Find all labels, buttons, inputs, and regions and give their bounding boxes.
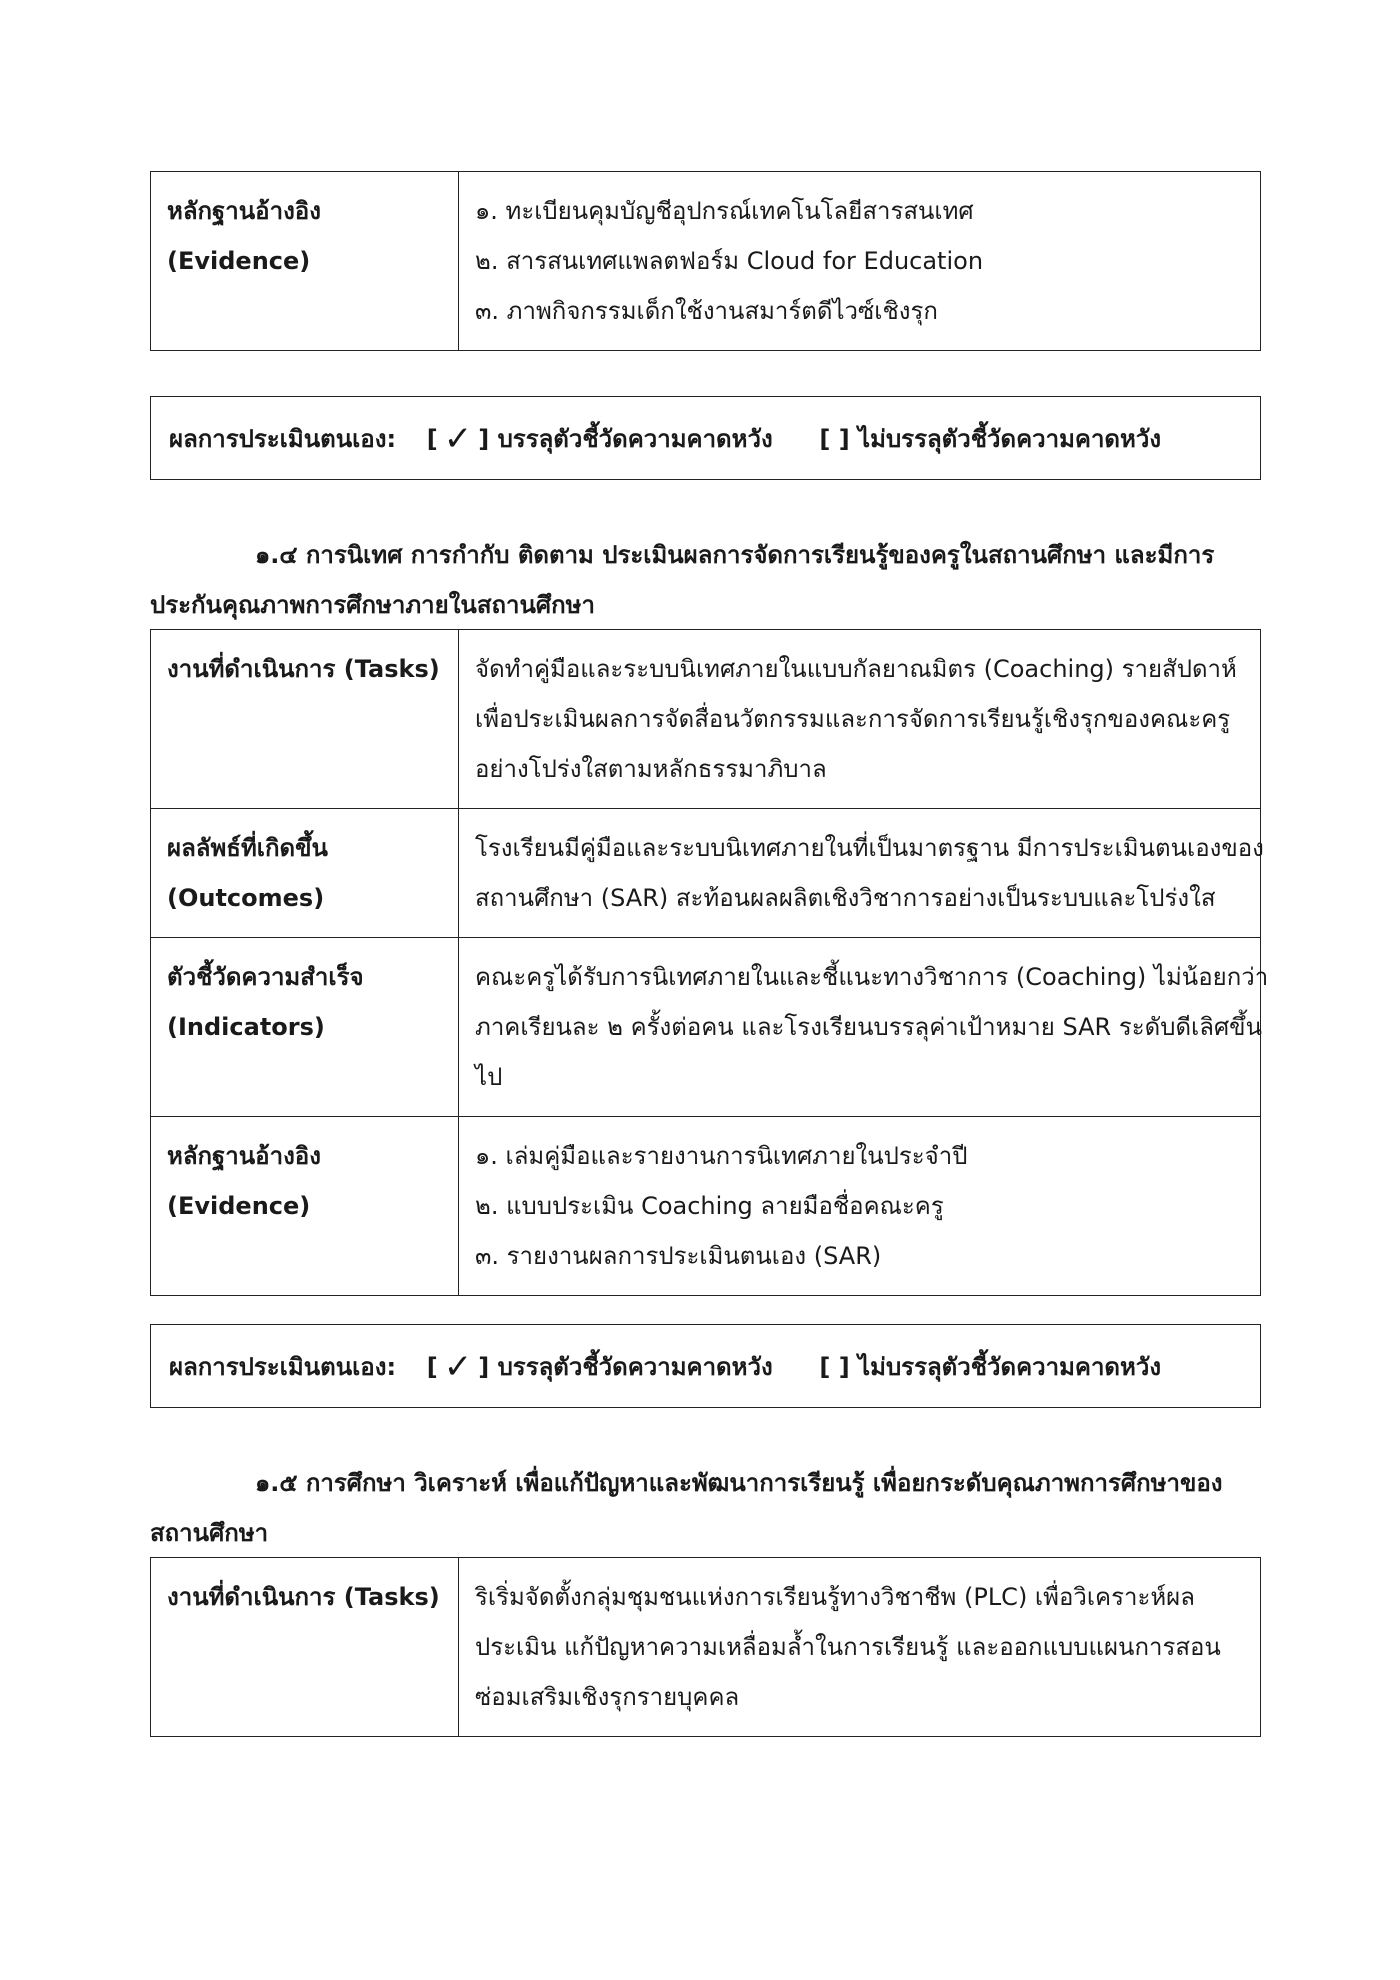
table-row	[151, 1558, 1261, 1737]
row-content	[459, 1117, 1261, 1296]
list-item: ๒. สารสนเทศแพลตฟอร์ม Cloud for Education	[475, 247, 984, 275]
heading-line: ประกันคุณภาพการศึกษาภายในสถานศึกษา	[150, 591, 595, 619]
row-content	[459, 1558, 1261, 1737]
label-english: (Outcomes)	[167, 884, 325, 912]
bracket-open: [	[426, 425, 438, 453]
heading-line: ๑.๕ การศึกษา วิเคราะห์ เพื่อแก้ปัญหาและพัฒนาการเรียนรู้ เพื่อยกระดับคุณภาพการศึกษาของ	[255, 1469, 1223, 1497]
section-table-15	[150, 1557, 1261, 1737]
table-row	[151, 938, 1261, 1117]
row-label	[151, 1558, 459, 1737]
text-line: ซ่อมเสริมเชิงรุกรายบุคคล	[475, 1683, 740, 1711]
label-english: (Indicators)	[167, 1013, 325, 1041]
label-thai: ผลลัพธ์ที่เกิดขึ้น	[167, 834, 328, 862]
row-label	[151, 1117, 459, 1296]
not-met-option-label: ไม่บรรลุตัวชี้วัดความคาดหวัง	[858, 1353, 1162, 1381]
table-row	[151, 809, 1261, 938]
not-met-option-label: ไม่บรรลุตัวชี้วัดความคาดหวัง	[858, 425, 1162, 453]
section-table-14	[150, 629, 1269, 1296]
text-line: ภาคเรียนละ ๒ ครั้งต่อคน และโรงเรียนบรรลุค่าเป้าหมาย SAR ระดับดีเลิศขึ้น	[475, 1013, 1262, 1041]
empty-checkbox: [ ]	[819, 1353, 850, 1381]
row-label	[151, 630, 459, 809]
label-thai: ตัวชี้วัดความสำเร็จ	[167, 963, 364, 991]
text-line: ไป	[475, 1063, 503, 1091]
label-english: (Evidence)	[167, 1192, 311, 1220]
section-heading-14	[150, 530, 1261, 630]
tasks-label: งานที่ดำเนินการ (Tasks)	[167, 1583, 440, 1611]
text-line: จัดทำคู่มือและระบบนิเทศภายในแบบกัลยาณมิตร (Coaching) รายสัปดาห์	[475, 655, 1237, 683]
self-assessment-box	[150, 396, 1261, 480]
text-line: ริเริ่มจัดตั้งกลุ่มชุมชนแห่งการเรียนรู้ทางวิชาชีพ (PLC) เพื่อวิเคราะห์ผล	[475, 1583, 1195, 1611]
heading-line: สถานศึกษา	[150, 1519, 269, 1547]
section-heading-15	[150, 1458, 1261, 1558]
row-content	[459, 809, 1264, 938]
list-item: ๑. เล่มคู่มือและรายงานการนิเทศภายในประจำปี	[475, 1142, 968, 1170]
met-option-label: บรรลุตัวชี้วัดความคาดหวัง	[497, 1353, 773, 1381]
table-row	[151, 1117, 1261, 1296]
row-content	[459, 172, 1261, 351]
text-line: เพื่อประเมินผลการจัดสื่อนวัตกรรมและการจัดการเรียนรู้เชิงรุกของคณะครู	[475, 705, 1231, 733]
text-line: ประเมิน แก้ปัญหาความเหลื่อมล้ำในการเรียนรู้ และออกแบบแผนการสอน	[475, 1633, 1221, 1661]
self-assessment-box	[150, 1324, 1261, 1408]
text-line: โรงเรียนมีคู่มือและระบบนิเทศภายในที่เป็นมาตรฐาน มีการประเมินตนเองของ	[475, 834, 1264, 862]
evidence-table-13	[150, 171, 1261, 351]
table-row	[151, 172, 1261, 351]
text-line: คณะครูได้รับการนิเทศภายในและชี้แนะทางวิชาการ (Coaching) ไม่น้อยกว่า	[475, 963, 1269, 991]
list-item: ๒. แบบประเมิน Coaching ลายมือชื่อคณะครู	[475, 1192, 944, 1220]
list-item: ๓. ภาพกิจกรรมเด็กใช้งานสมาร์ตดีไวซ์เชิงรุก	[475, 297, 938, 325]
label-thai: หลักฐานอ้างอิง	[167, 1142, 321, 1170]
row-content	[459, 630, 1261, 809]
checkmark-icon: ✓	[443, 1347, 473, 1387]
tasks-label: งานที่ดำเนินการ (Tasks)	[167, 655, 440, 683]
bracket-close: ]	[478, 425, 490, 453]
assessment-label: ผลการประเมินตนเอง:	[169, 1353, 397, 1381]
row-content	[459, 938, 1269, 1117]
empty-checkbox: [ ]	[819, 425, 850, 453]
row-label	[151, 938, 459, 1117]
checkmark-icon: ✓	[443, 419, 473, 459]
label-thai: หลักฐานอ้างอิง	[167, 197, 321, 225]
list-item: ๓. รายงานผลการประเมินตนเอง (SAR)	[475, 1242, 882, 1270]
row-label	[151, 809, 459, 938]
bracket-open: [	[426, 1353, 438, 1381]
assessment-label: ผลการประเมินตนเอง:	[169, 425, 397, 453]
bracket-close: ]	[478, 1353, 490, 1381]
label-english: (Evidence)	[167, 247, 311, 275]
text-line: สถานศึกษา (SAR) สะท้อนผลผลิตเชิงวิชาการอย่างเป็นระบบและโปร่งใส	[475, 884, 1216, 912]
row-label	[151, 172, 459, 351]
heading-line: ๑.๔ การนิเทศ การกำกับ ติดตาม ประเมินผลการจัดการเรียนรู้ของครูในสถานศึกษา และมีการ	[255, 541, 1215, 569]
table-row	[151, 630, 1261, 809]
list-item: ๑. ทะเบียนคุมบัญชีอุปกรณ์เทคโนโลยีสารสนเทศ	[475, 197, 974, 225]
text-line: อย่างโปร่งใสตามหลักธรรมาภิบาล	[475, 755, 827, 783]
met-option-label: บรรลุตัวชี้วัดความคาดหวัง	[497, 425, 773, 453]
